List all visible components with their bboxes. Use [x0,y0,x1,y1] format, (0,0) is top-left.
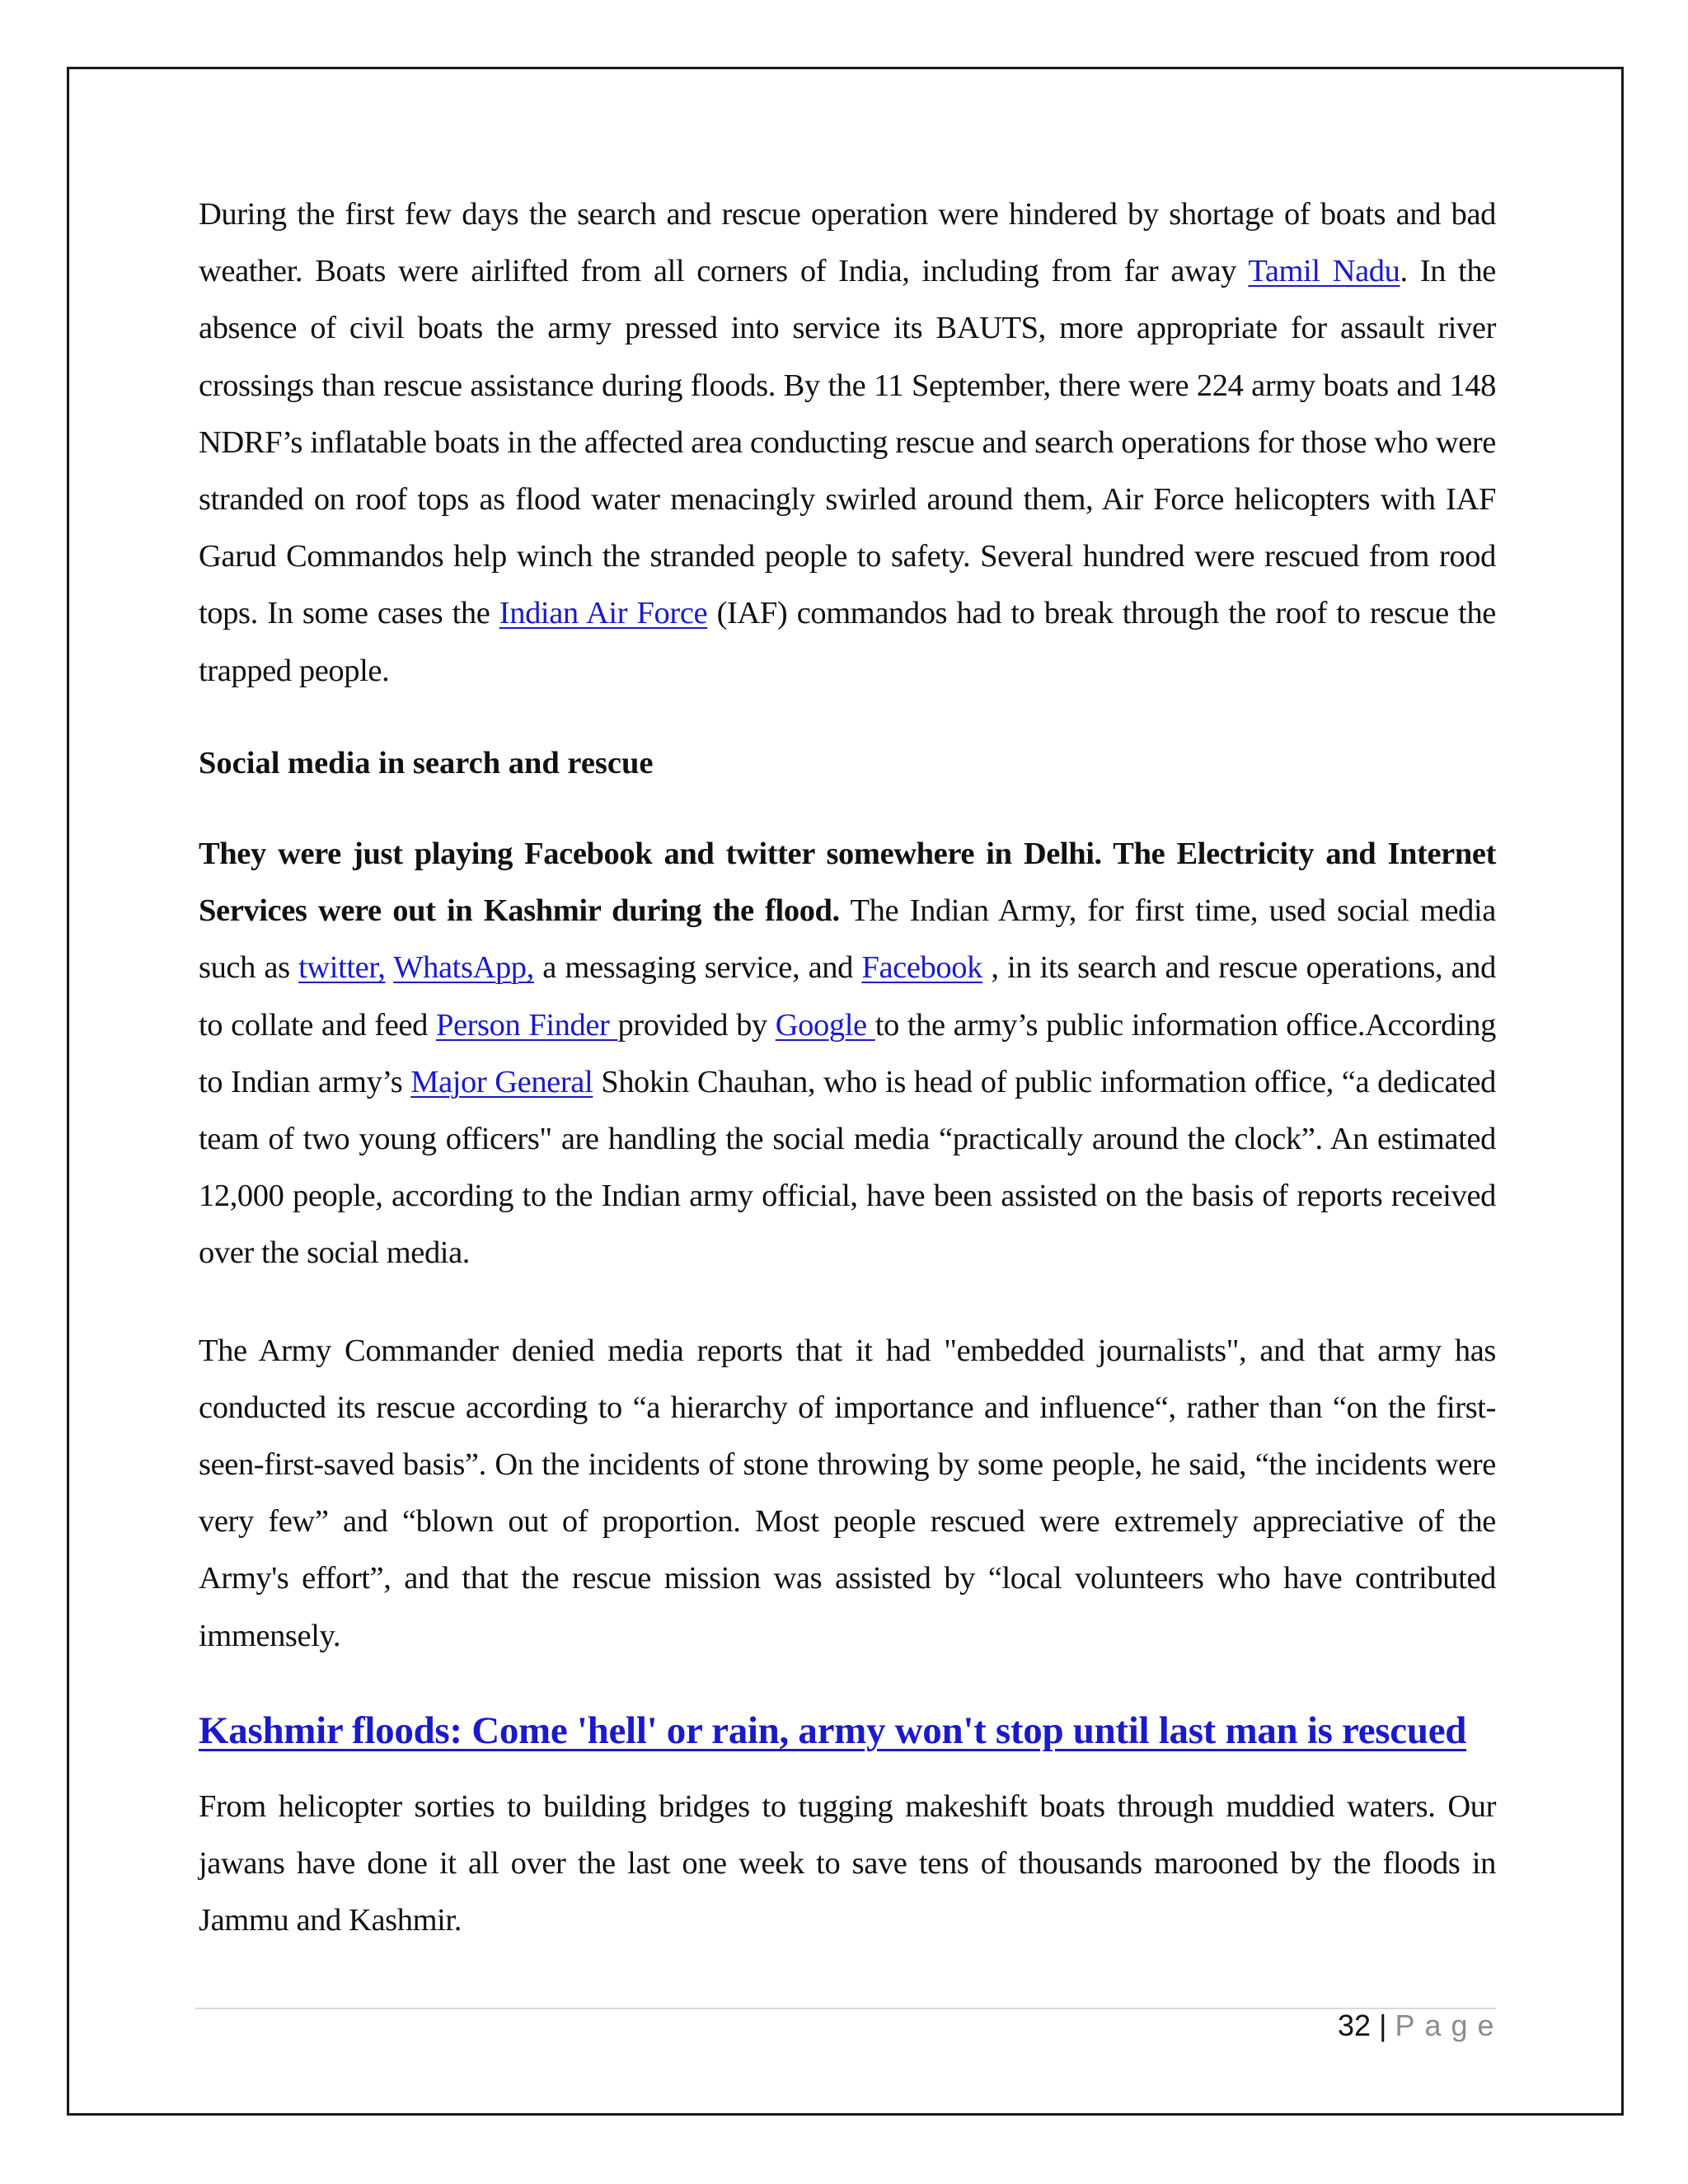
link-major-general[interactable]: Major General [410,1064,593,1099]
page-footer [1338,2008,1511,2044]
paragraph-helicopter-sorties: From helicopter sorties to building bridges to tugging makeshift boats through muddied waters. Our jawans have done it all over the last one week to save tens of thousands marooned by the floods in Jammu and Kashmir. [199,1788,1496,1938]
paragraph-social-media [199,826,1496,1282]
footer-divider [195,2008,1496,2009]
text-run: a messaging service, and [533,950,862,986]
heading-social-media: Social media in search and rescue [199,745,654,780]
text-run: (IAF) commandos had to break through the roof to rescue the trapped people. [199,596,1496,688]
footer-separator: | [1379,2008,1387,2042]
text-run: Shokin Chauhan, who is head of public information office, “a dedicated team of two young officers" are handling the social media “practically around the clock”. An estimated 12,000 people, according to the Indian army official, have been assisted on the basis of reports received over the social media. [199,1064,1496,1271]
link-tamil-nadu[interactable]: Tamil Nadu [1248,254,1400,289]
text-run: to the army’s public information office.According to Indian army’s [199,1007,1496,1099]
text-run: During the first few days the search and rescue operation were hindered by shortage of boats and bad weather. Boats were airlifted from all corners of India, including from far away [199,197,1496,289]
link-twitter[interactable]: twitter, [298,950,386,986]
document-body [199,186,1496,1949]
text-run [385,950,393,985]
section-title-link[interactable]: Kashmir floods: Come 'hell' or rain, army won't stop until last man is rescued [199,1708,1467,1752]
page-label: Page [1395,2008,1504,2042]
link-whatsapp[interactable]: WhatsApp, [393,950,534,986]
text-run: The Indian Army, for first time, used social media such as [199,893,1496,986]
text-run: , in its search and rescue operations, and to collate and feed [199,950,1497,1043]
link-person-finder[interactable]: Person Finder [435,1007,618,1043]
link-indian-air-force[interactable]: Indian Air Force [499,596,708,631]
text-run: . In the absence of civil boats the army pressed into service its BAUTS, more appropriate for assault river crossings than rescue assistance during floods. By the 11 September, there were 224 army boats and 148 NDRF’s inflatable boats in the affected area conducting rescue and search operations for those who were stranded on roof tops as flood water menacingly swirled around them, Air Force helicopters with IAF Garud Commandos help winch the stranded people to safety. Several hundred were rescued from rood tops. In some cases the [199,254,1496,631]
link-facebook[interactable]: Facebook [861,950,982,986]
link-google[interactable]: Google [775,1007,875,1043]
page-number: 32 [1338,2008,1372,2042]
text-run: provided by [617,1007,776,1043]
paragraph-rescue-operation [199,186,1496,700]
paragraph-army-commander: The Army Commander denied media reports that it had "embedded journalists", and that army has conducted its rescue according to “a hierarchy of importance and influence“, rather than “on the first-seen-first-saved basis”. On the incidents of stone throwing by some people, he said, “the incidents were very few” and “blown out of proportion. Most people rescued were extremely appreciative of the Army's effort”, and that the rescue mission was assisted by “local volunteers who have contributed immensely. [199,1333,1496,1653]
bold-lead-sentence: They were just playing Facebook and twitter somewhere in Delhi. The Electricity and Internet Services were out in Kashmir during the flood. [199,837,1496,929]
